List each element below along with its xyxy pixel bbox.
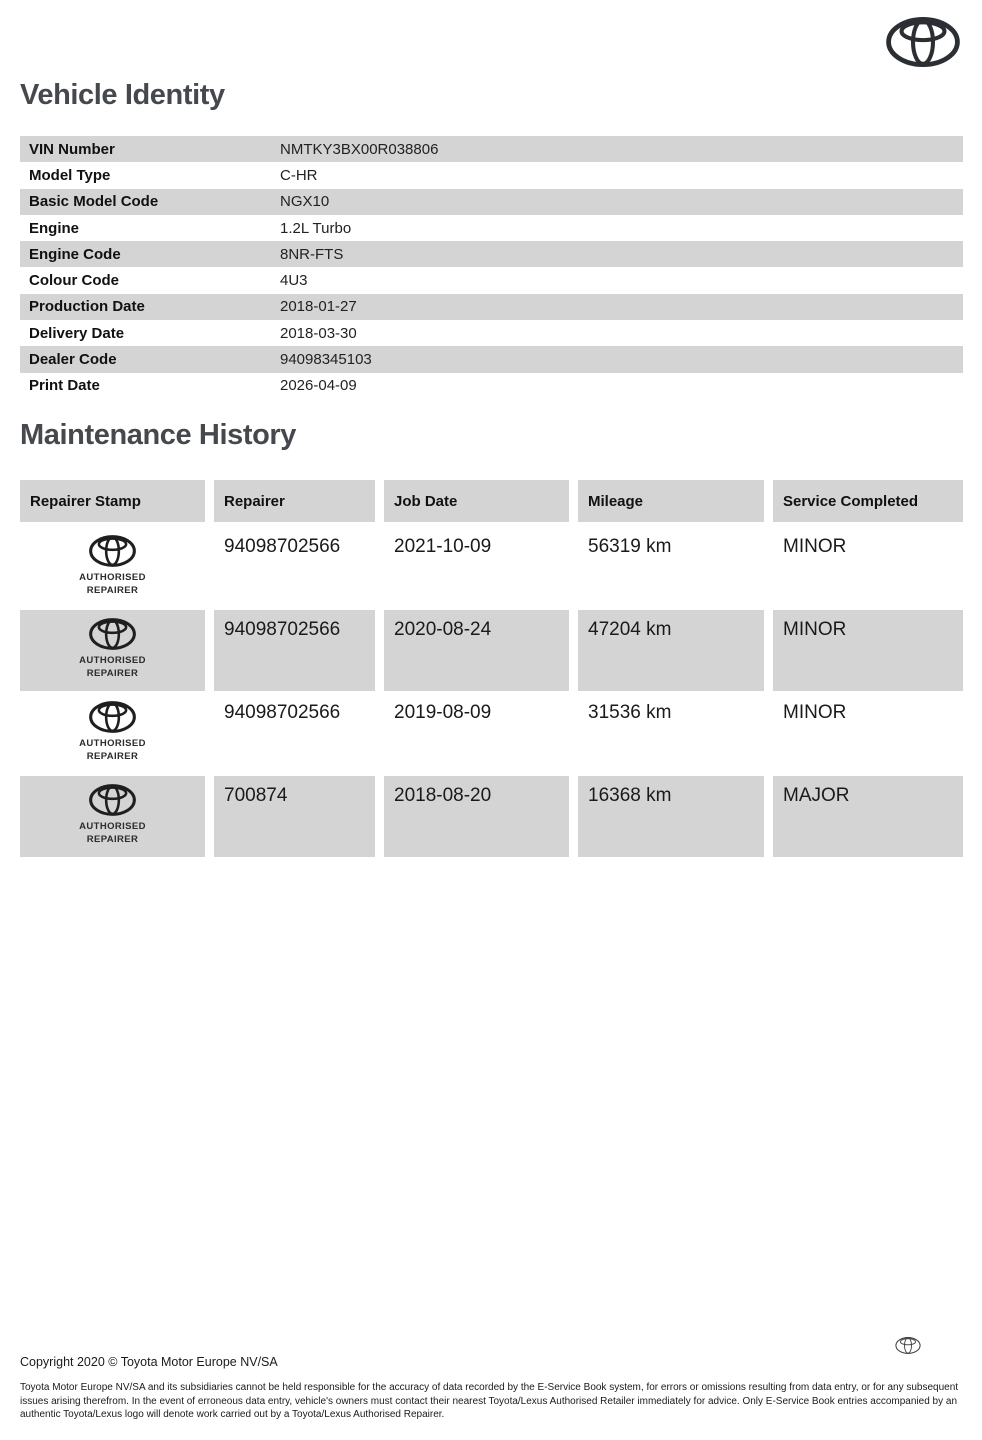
toyota-stamp-logo-icon [89,783,136,817]
repairer-stamp [20,693,205,774]
row-label: Delivery Date [29,324,125,342]
stamp-text: AUTHORISED [79,655,146,666]
row-value: 2018-03-30 [280,324,357,342]
table-row [20,693,963,774]
table-row [20,189,963,215]
row-label: Print Date [29,377,100,395]
maintenance-table-header [20,480,963,522]
stamp-text: REPAIRER [86,751,139,762]
stamp-text: REPAIRER [86,585,139,596]
repairer-cell: 700874 [214,776,375,857]
row-value: NMTKY3BX00R038806 [280,140,439,158]
stamp-text: AUTHORISED [79,738,146,749]
job-date-cell: 2019-08-09 [394,702,492,723]
disclaimer-text: Toyota Motor Europe NV/SA and its subsidiaries cannot be held responsible for the accuracy of data recorded by the E-Service Book system, for errors or omissions resulting from data entry, or for any subsequent issues arising therefrom. In the event of erroneous data entry, vehicle's owners must contact their nearest Toyota/Lexus Authorised Retailer immediately for advice. Only E-Service Book entries accompanied by an authentic Toyota/Lexus logo will denote work carried out by a Toyota/Lexus Authorised Repairer. [20,1382,959,1420]
toyota-stamp-logo-icon [89,534,136,568]
service-completed-cell: MINOR [773,610,963,691]
table-row [20,610,963,691]
stamp-text: REPAIRER [86,668,139,679]
copyright-text: Copyright 2020 © Toyota Motor Europe NV/SA [20,1355,278,1369]
job-date-cell: 2018-08-20 [384,776,569,857]
toyota-footer-logo-icon [895,1336,921,1355]
job-date-cell: 2021-10-09 [394,536,492,557]
column-header-mileage: Mileage [578,480,764,522]
repairer-stamp [20,776,205,857]
row-label: Engine Code [29,245,121,263]
vehicle-identity-table [20,136,963,399]
row-label: Dealer Code [29,351,117,369]
mileage-cell: 47204 km [578,610,764,691]
maintenance-history-title: Maintenance History [20,419,297,451]
row-value: 8NR-FTS [280,245,344,263]
row-label: Production Date [29,298,145,316]
toyota-stamp-logo-icon [89,617,136,651]
service-completed-cell: MINOR [783,702,847,723]
table-row [20,267,963,293]
table-row [20,527,963,608]
row-label: Model Type [29,166,111,184]
row-label: Basic Model Code [29,193,159,211]
row-value: 2026-04-09 [280,377,357,395]
repairer-stamp [20,610,205,691]
service-completed-cell: MINOR [783,536,847,557]
row-label: Engine [29,219,80,237]
table-row [20,776,963,857]
table-row [20,215,963,241]
service-completed-cell: MAJOR [773,776,963,857]
vehicle-identity-title: Vehicle Identity [20,79,225,111]
stamp-text: REPAIRER [86,834,139,845]
row-value: 2018-01-27 [280,298,357,316]
column-header-repairer-stamp: Repairer Stamp [20,480,205,522]
repairer-cell: 94098702566 [214,610,375,691]
table-row [20,373,963,399]
column-header-job-date: Job Date [384,480,569,522]
repairer-cell: 94098702566 [224,536,341,557]
stamp-text: AUTHORISED [79,821,146,832]
row-value: C-HR [280,166,318,184]
column-header-repairer: Repairer [214,480,375,522]
maintenance-table-body [20,527,963,859]
table-row [20,320,963,346]
repairer-stamp [20,527,205,608]
job-date-cell: 2020-08-24 [384,610,569,691]
row-value: NGX10 [280,193,330,211]
table-row [20,346,963,372]
table-row [20,136,963,162]
table-row [20,241,963,267]
toyota-logo-icon [886,15,960,69]
row-value: 1.2L Turbo [280,219,352,237]
toyota-stamp-logo-icon [89,700,136,734]
mileage-cell: 56319 km [588,536,672,557]
row-label: Colour Code [29,272,119,290]
stamp-text: AUTHORISED [79,572,146,583]
table-row [20,294,963,320]
row-value: 94098345103 [280,351,372,369]
column-header-service-completed: Service Completed [773,480,963,522]
mileage-cell: 16368 km [578,776,764,857]
table-row [20,162,963,188]
row-label: VIN Number [29,140,115,158]
mileage-cell: 31536 km [588,702,672,723]
repairer-cell: 94098702566 [224,702,341,723]
row-value: 4U3 [280,272,308,290]
